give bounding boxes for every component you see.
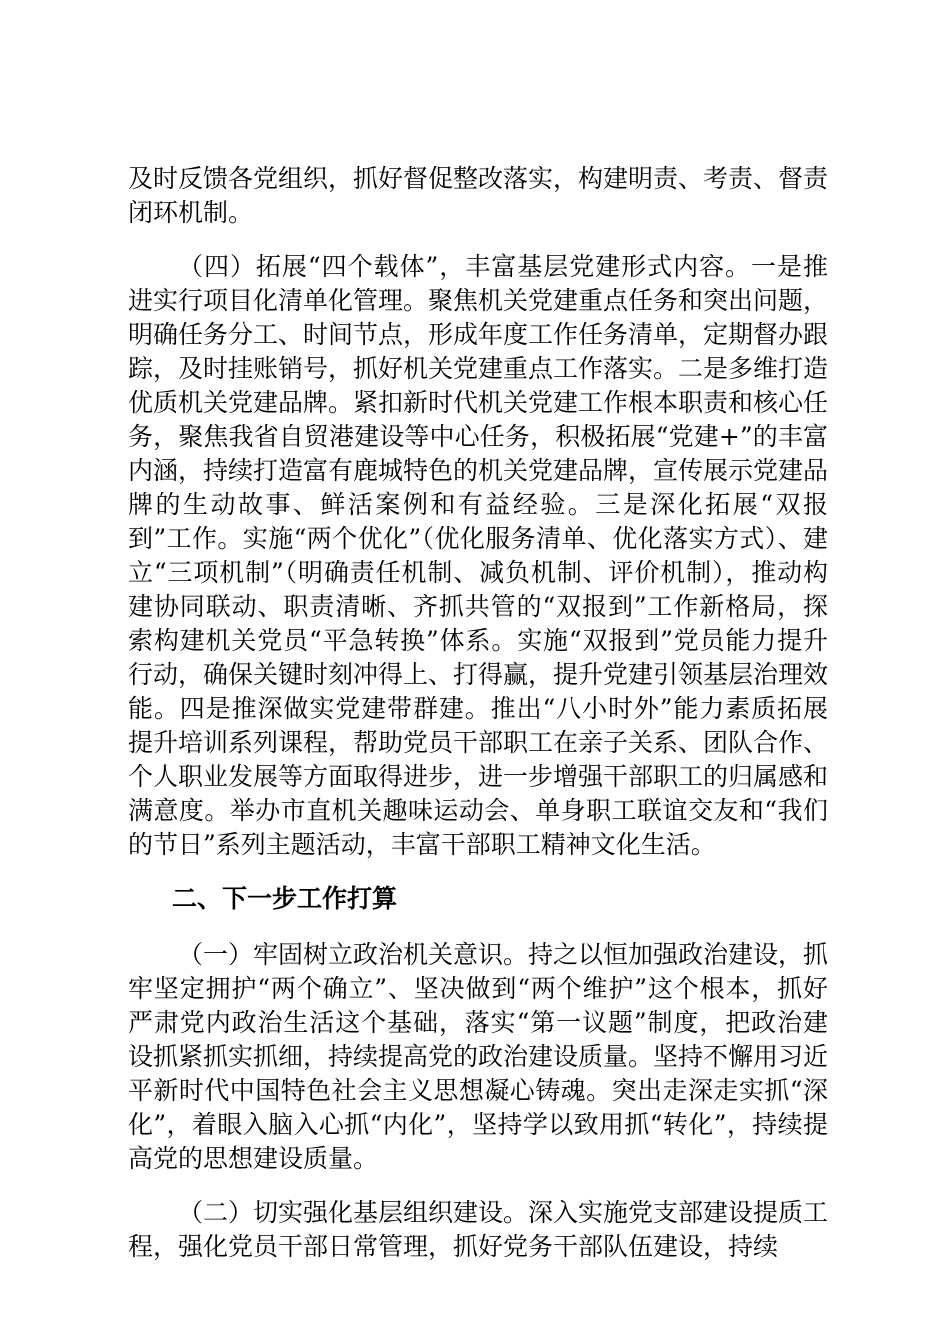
paragraph-grassroots-organization: （二）切实强化基层组织建设。深入实施党支部建设提质工程，强化党员干部日常管理，抓好党务干部队伍建设，持续	[128, 1198, 829, 1261]
paragraph-four-carriers: （四）拓展“四个载体”，丰富基层党建形式内容。一是推进实行项目化清单化管理。聚焦机关党建重点任务和突出问题，明确任务分工、时间节点，形成年度工作任务清单，定期督办跟踪，及时挂账销号，抓好机关党建重点工作落实。二是多维打造优质机关党建品牌。紧扣新时代机关党建工作根本职责和核心任务，聚焦我省自贸港建设等中心任务，积极拓展“党建+”的丰富内涵，持续打造富有鹿城特色的机关党建品牌，宣传展示党建品牌的生动故事、鲜活案例和有益经验。三是深化拓展“双报到”工作。实施“两个优化”（优化服务清单、优化落实方式）、建立“三项机制”（明确责任机制、减负机制、评价机制），推动构建协同联动、职责清晰、齐抓共管的“双报到”工作新格局，探索构建机关党员“平急转换”体系。实施“双报到”党员能力提升行动，确保关键时刻冲得上、打得赢，提升党建引领基层治理效能。四是推深做实党建带群建。推出“八小时外”能力素质拓展提升培训系列课程，帮助党员干部职工在亲子关系、团队合作、个人职业发展等方面取得进步，进一步增强干部职工的归属感和满意度。举办市直机关趣味运动会、单身职工联谊交友和“我们的节日”系列主题活动，丰富干部职工精神文化生活。	[128, 252, 829, 859]
paragraph-continuation: 及时反馈各党组织，抓好督促整改落实，构建明责、考责、督责闭环机制。	[128, 164, 829, 227]
paragraph-political-awareness: （一）牢固树立政治机关意识。持之以恒加强政治建设，抓牢坚定拥护“两个确立”、坚决做到“两个维护”这个根本，抓好严肃党内政治生活这个基础，落实“第一议题”制度，把政治建设抓紧抓实抓细，持续提高党的政治建设质量。坚持不懈用习近平新时代中国特色社会主义思想凝心铸魂。突出走深走实抓“深化”，着眼入脑入心抓“内化”，坚持学以致用抓“转化”，持续提高党的思想建设质量。	[128, 940, 829, 1173]
section-heading-next-steps: 二、下一步工作打算	[172, 884, 398, 913]
document-body	[128, 162, 828, 1284]
